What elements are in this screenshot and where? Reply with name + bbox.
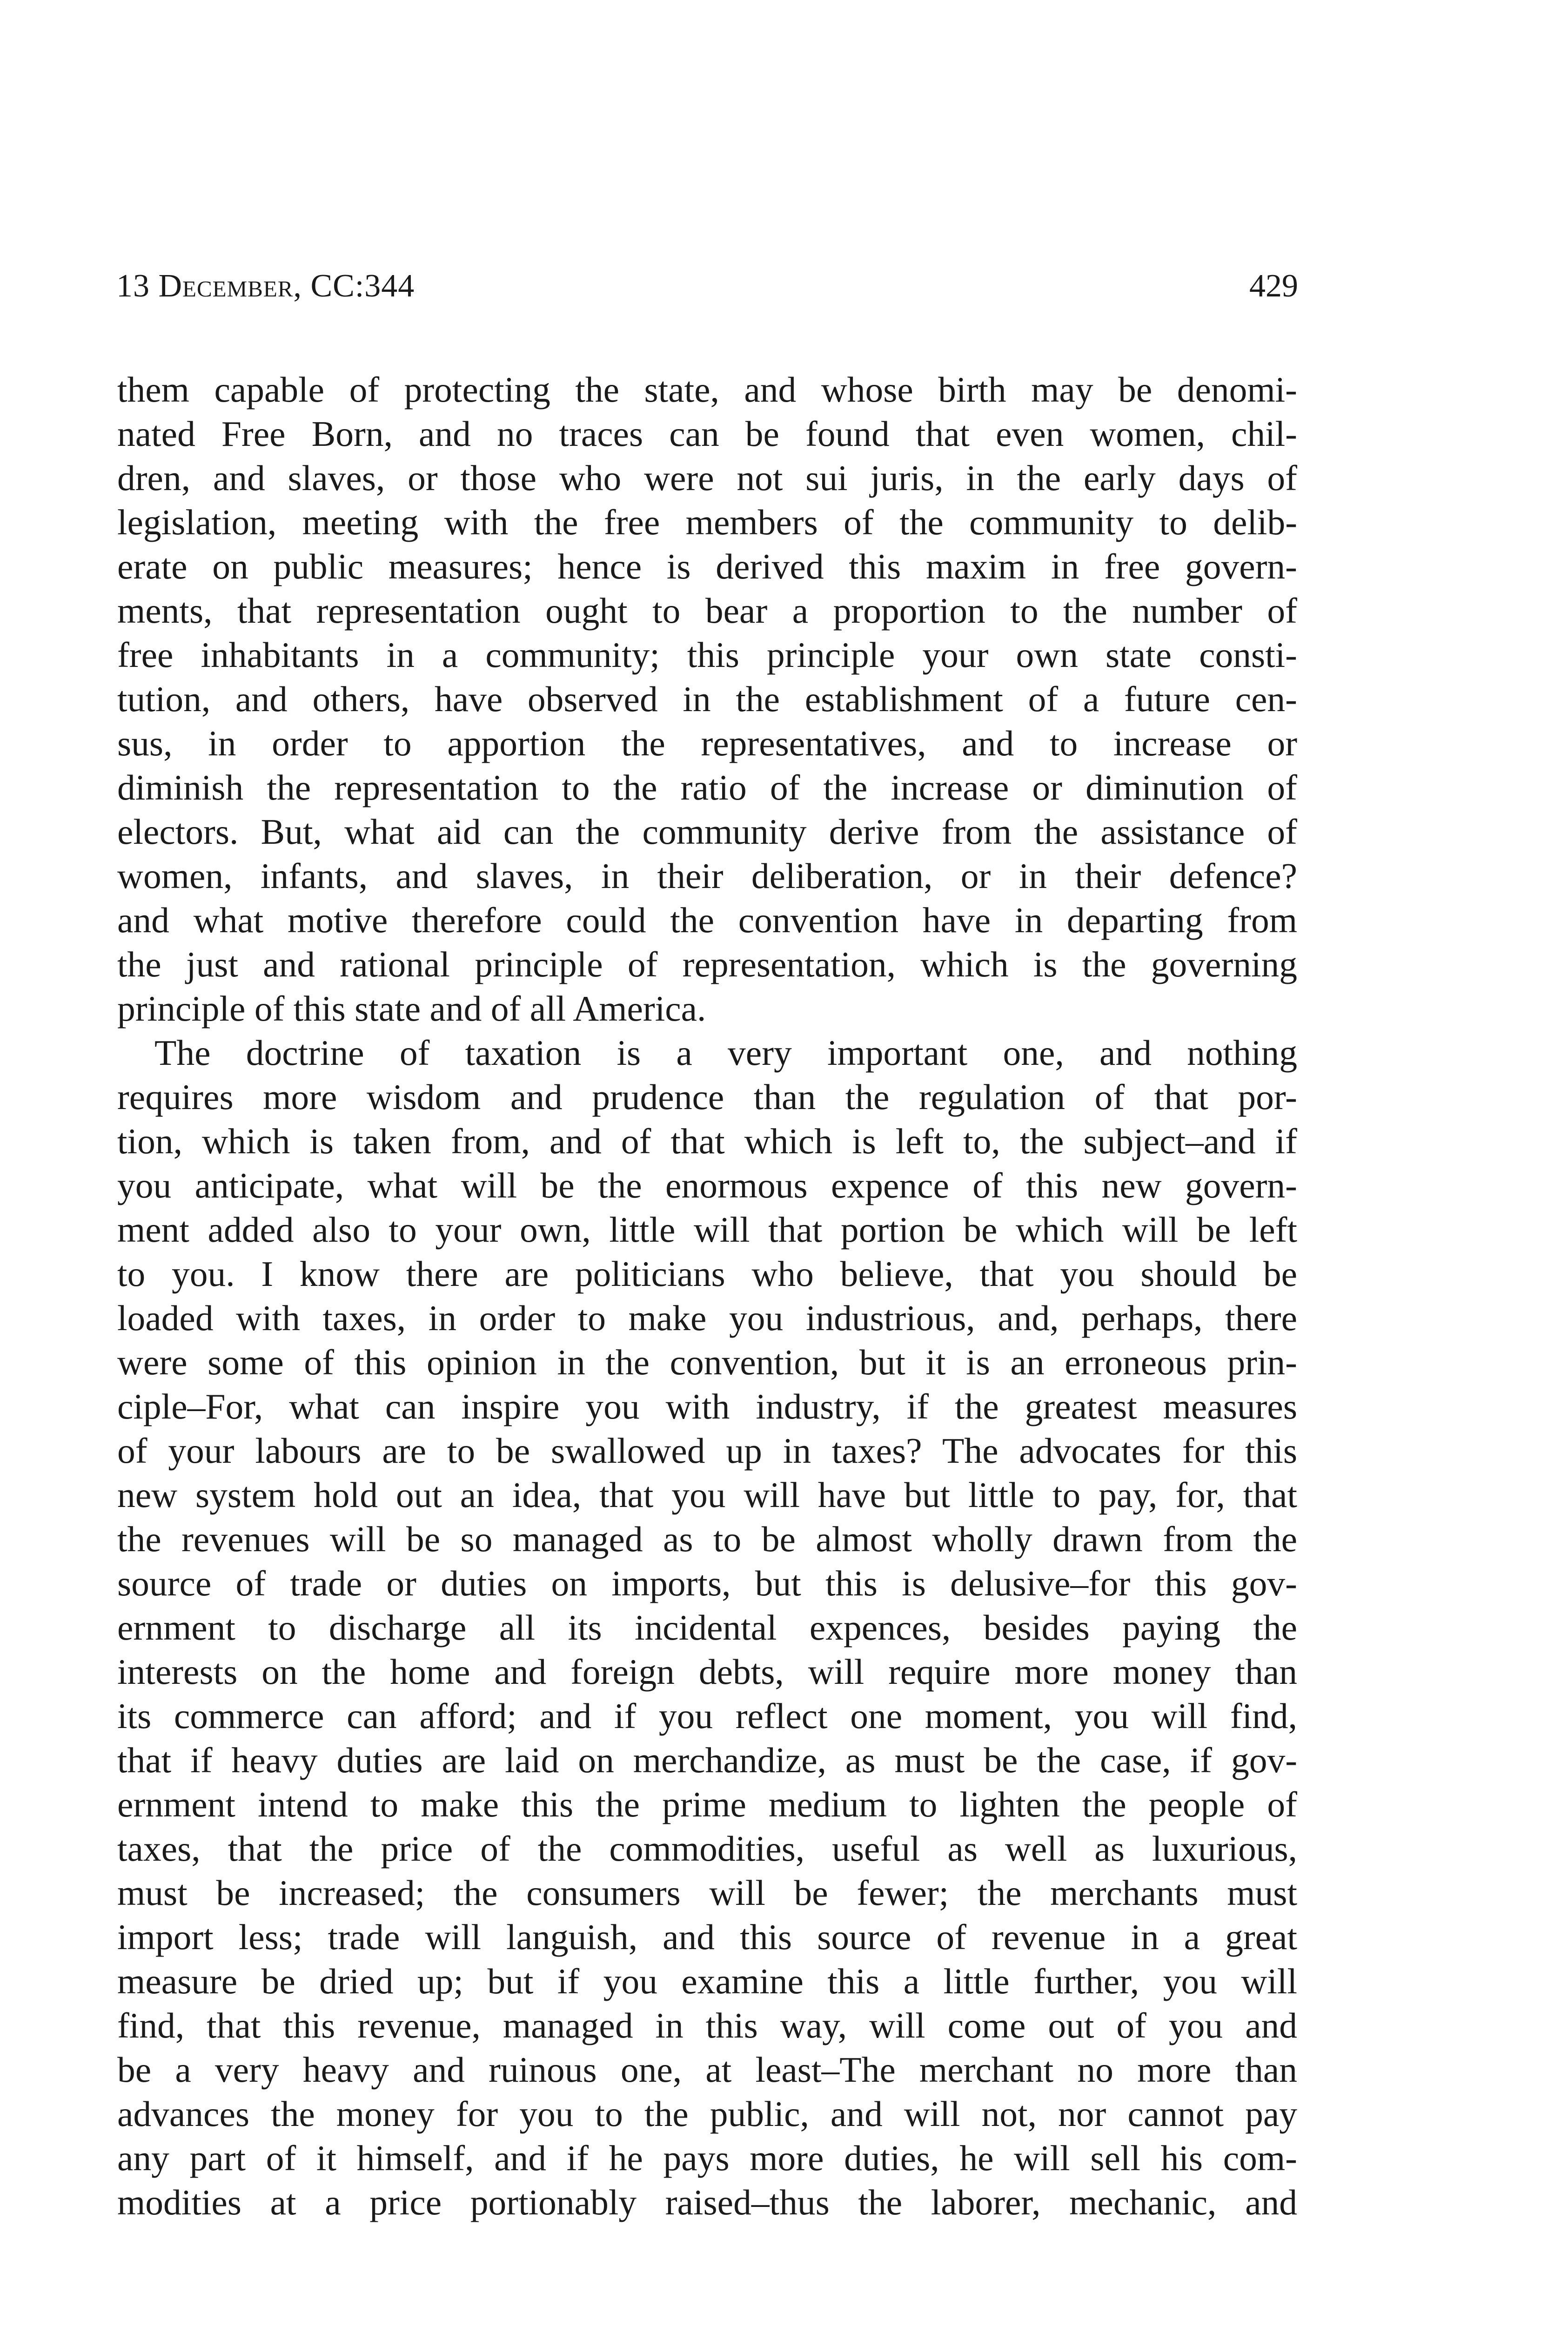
text-line: ernment to discharge all its incidental expences, besides paying the <box>117 1607 1297 1648</box>
text-line: its commerce can afford; and if you reflect one moment, you will find, <box>117 1696 1297 1736</box>
body-text <box>117 368 1297 2225</box>
text-line: be a very heavy and ruinous one, at least–The merchant no more than <box>117 2050 1297 2090</box>
page-number: 429 <box>1249 268 1298 304</box>
text-line: of your labours are to be swallowed up in taxes? The advocates for this <box>117 1431 1297 1471</box>
running-head <box>116 261 1298 312</box>
text-line: ciple–For, what can inspire you with industry, if the greatest measures <box>117 1386 1297 1426</box>
text-line: any part of it himself, and if he pays more duties, he will sell his com- <box>117 2138 1297 2178</box>
text-line: electors. But, what aid can the community derive from the assistance of <box>117 812 1297 852</box>
text-line: tution, and others, have observed in the establishment of a future cen- <box>117 679 1297 719</box>
text-line: the just and rational principle of representation, which is the governing <box>117 944 1297 984</box>
text-line: that if heavy duties are laid on merchandize, as must be the case, if gov- <box>117 1740 1297 1780</box>
text-line: you anticipate, what will be the enormous expence of this new govern- <box>117 1165 1297 1205</box>
running-title: 13 December, CC:344 <box>116 268 415 304</box>
text-line: source of trade or duties on imports, but this is delusive–for this gov- <box>117 1563 1297 1603</box>
text-line: diminish the representation to the ratio of the increase or diminution of <box>117 767 1297 807</box>
text-line: modities at a price portionably raised–thus the laborer, mechanic, and <box>117 2182 1297 2222</box>
text-line: must be increased; the consumers will be fewer; the merchants must <box>117 1873 1297 1913</box>
text-line: find, that this revenue, managed in this way, will come out of you and <box>117 2005 1297 2045</box>
text-line: The doctrine of taxation is a very important one, and nothing <box>154 1033 1297 1073</box>
text-line: erate on public measures; hence is derived this maxim in free govern- <box>117 546 1297 586</box>
text-line: loaded with taxes, in order to make you industrious, and, perhaps, there <box>117 1298 1297 1338</box>
paragraph-2 <box>117 1031 1297 2225</box>
text-line: taxes, that the price of the commodities, useful as well as luxurious, <box>117 1829 1297 1869</box>
text-line: nated Free Born, and no traces can be found that even women, chil- <box>117 414 1297 454</box>
text-line: ments, that representation ought to bear a proportion to the number of <box>117 591 1297 631</box>
text-line: to you. I know there are politicians who believe, that you should be <box>117 1254 1297 1294</box>
text-line: interests on the home and foreign debts, will require more money than <box>117 1652 1297 1692</box>
text-line: import less; trade will languish, and this source of revenue in a great <box>117 1917 1297 1957</box>
paragraph-1 <box>117 368 1297 1031</box>
text-line: the revenues will be so managed as to be almost wholly drawn from the <box>117 1519 1297 1559</box>
text-line: women, infants, and slaves, in their deliberation, or in their defence? <box>117 856 1297 896</box>
text-line: new system hold out an idea, that you will have but little to pay, for, that <box>117 1475 1297 1515</box>
text-line: dren, and slaves, or those who were not sui juris, in the early days of <box>117 458 1297 498</box>
text-line: measure be dried up; but if you examine this a little further, you will <box>117 1961 1297 2001</box>
text-line: tion, which is taken from, and of that which is left to, the subject–and if <box>117 1121 1297 1161</box>
text-line: were some of this opinion in the convention, but it is an erroneous prin- <box>117 1342 1297 1382</box>
text-line: ment added also to your own, little will that portion be which will be left <box>117 1210 1297 1250</box>
text-line: principle of this state and of all America. <box>117 989 706 1029</box>
text-line: requires more wisdom and prudence than the regulation of that por- <box>117 1077 1297 1117</box>
text-line: free inhabitants in a community; this principle your own state consti- <box>117 635 1297 675</box>
text-line: advances the money for you to the public, and will not, nor cannot pay <box>117 2094 1297 2134</box>
text-line: and what motive therefore could the convention have in departing from <box>117 900 1297 940</box>
text-line: ernment intend to make this the prime medium to lighten the people of <box>117 1784 1297 1824</box>
text-line: legislation, meeting with the free members of the community to delib- <box>117 502 1297 542</box>
text-line: sus, in order to apportion the representatives, and to increase or <box>117 723 1297 763</box>
text-line: them capable of protecting the state, and whose birth may be denomi- <box>117 370 1297 410</box>
